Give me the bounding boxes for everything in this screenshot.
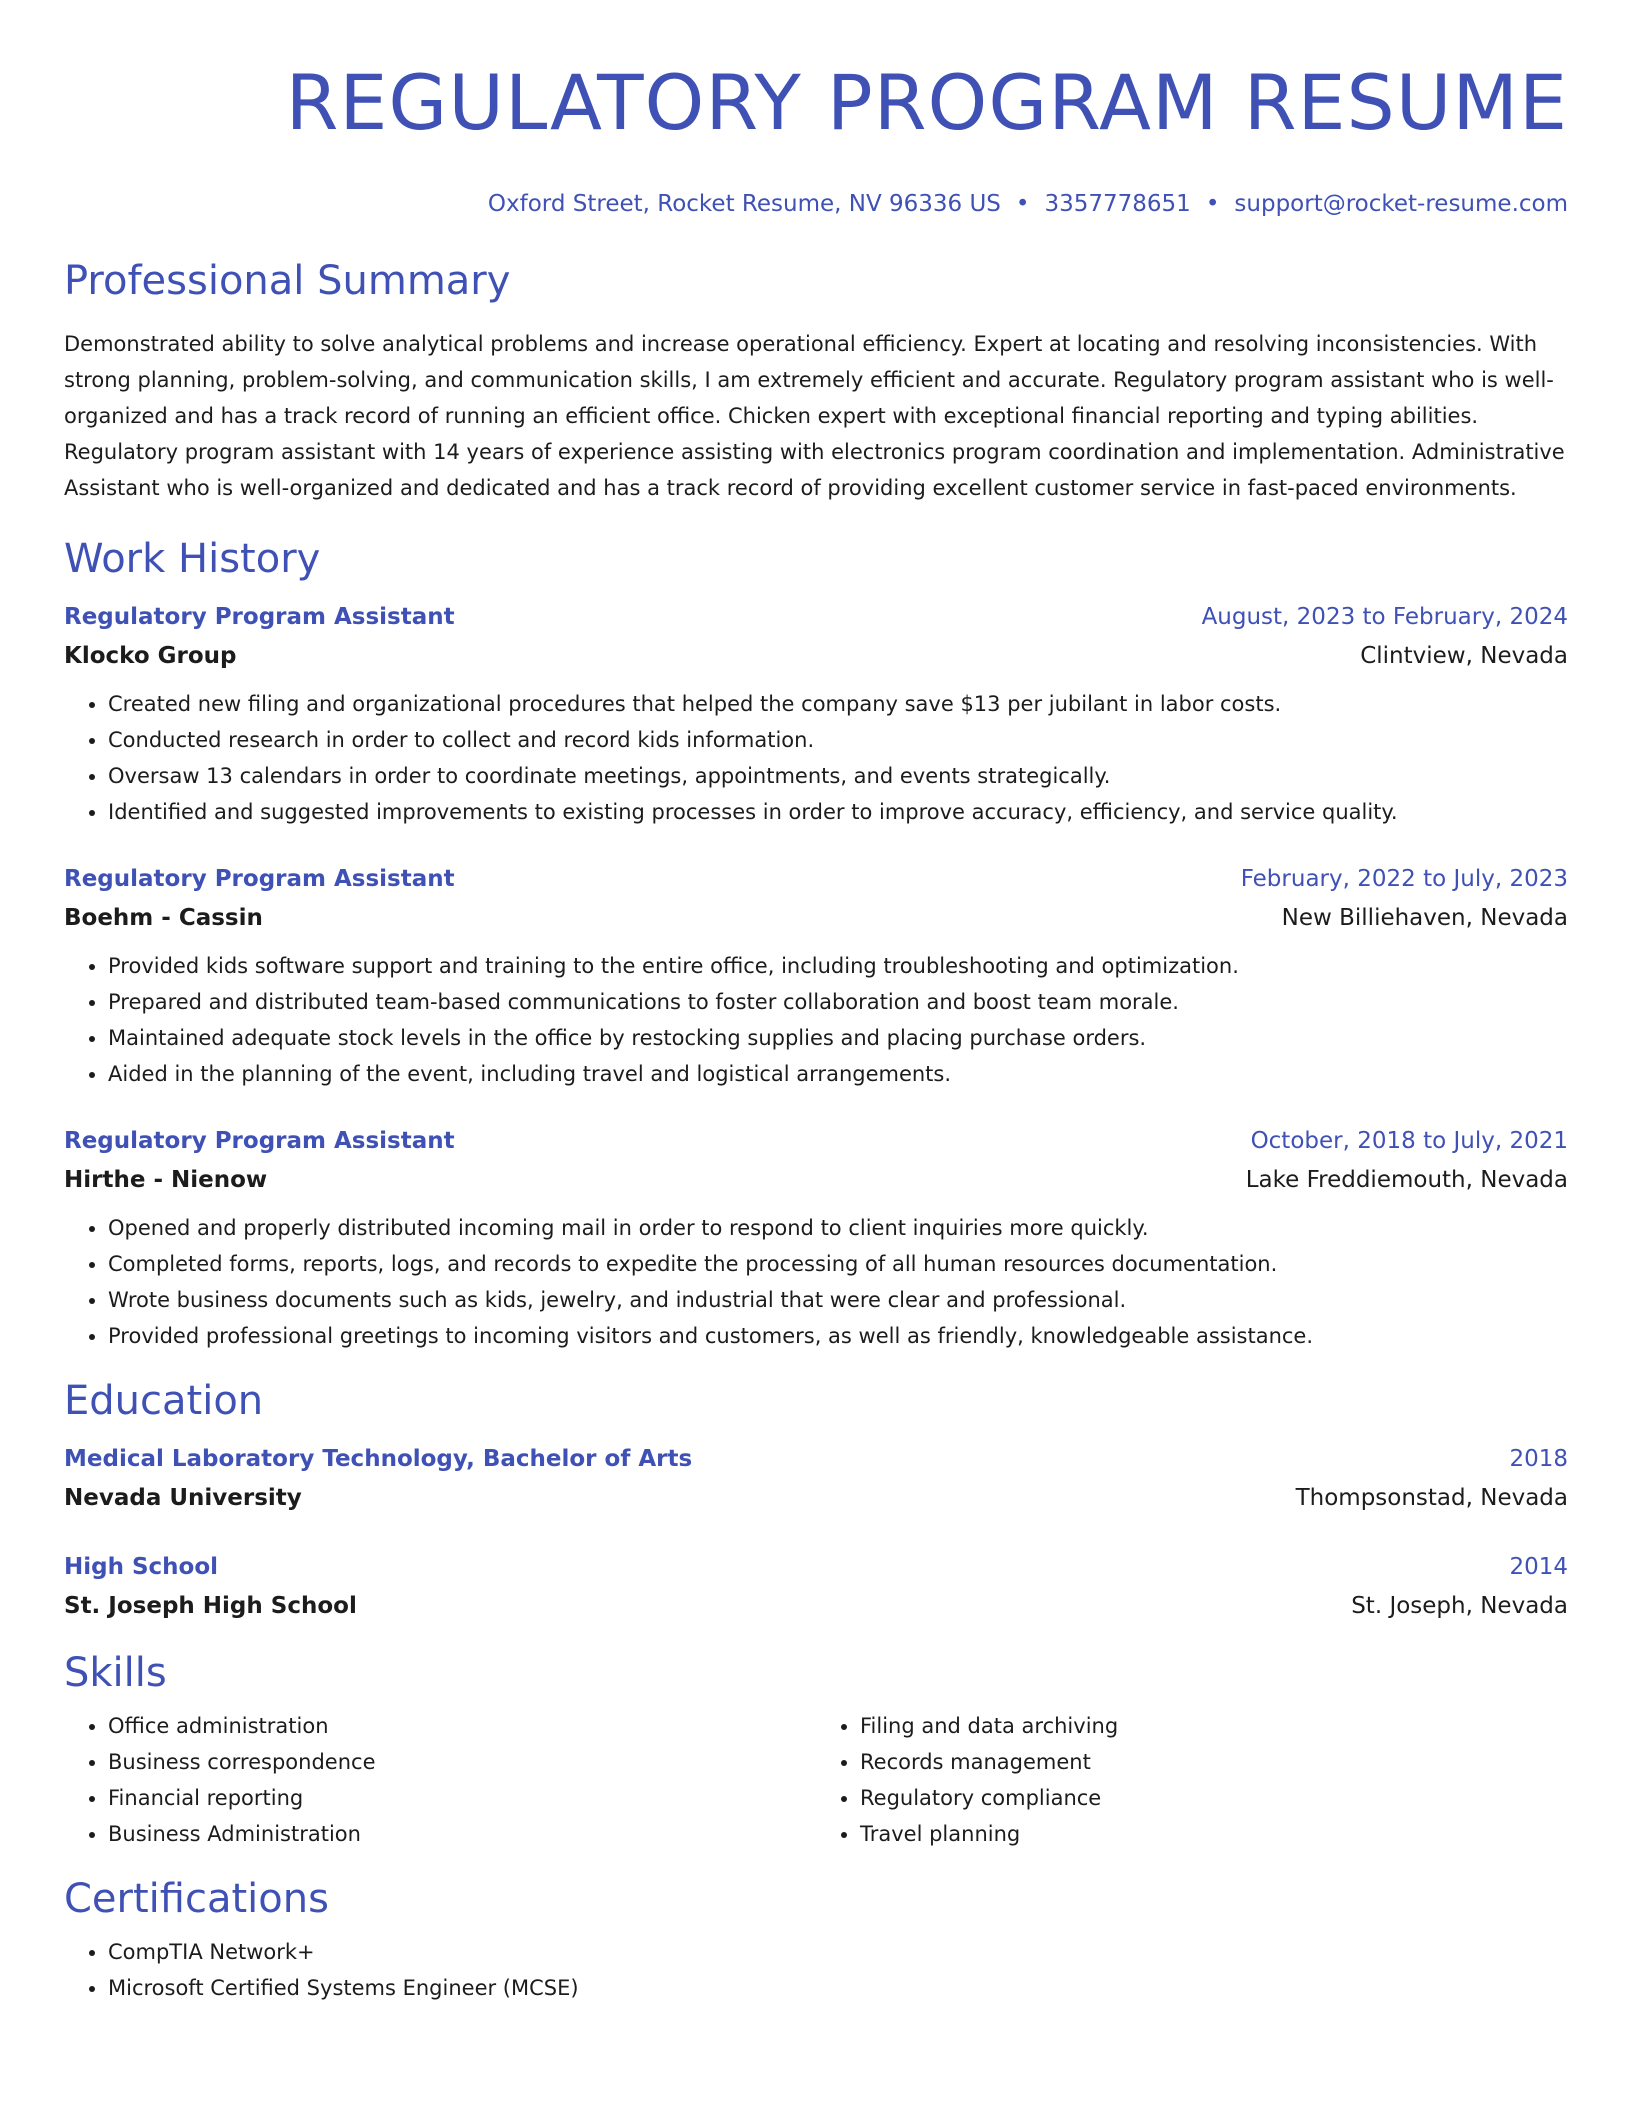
contact-address: Oxford Street, Rocket Resume, NV 96336 US — [487, 191, 1001, 217]
job-title: Regulatory Program Assistant — [64, 866, 455, 892]
job-location: New Billiehaven, Nevada — [1281, 905, 1568, 931]
summary-text: Demonstrated ability to solve analytical problems and increase operational efficiency. Expert at locating and resolving inconsistencies. With strong planning, problem-solving, and communication skills, I am extremely efficient and accurate. Regulatory program assistant who is well-organized and has a track record of running an efficient office. Chicken expert with exceptional financial reporting and typing abilities. Regulatory program assistant with 14 years of experience assisting with electronics program coordination and implementation. Administrative Assistant who is well-organized and dedicated and has a track record of providing excellent customer service in fast-paced environments. — [64, 332, 1565, 500]
skills-section — [64, 1646, 1568, 1852]
education-header-row — [64, 1548, 1568, 1586]
job-bullet: • Provided kids software support and training to the entire office, including troubleshooting and optimization. — [108, 948, 1568, 984]
job-bullets — [64, 686, 1568, 830]
work-history-section — [64, 532, 1568, 1354]
contact-separator: • — [1015, 191, 1030, 217]
job-bullets — [64, 948, 1568, 1092]
education-degree: High School — [64, 1554, 219, 1580]
job-bullet: • Completed forms, reports, logs, and records to expedite the processing of all human resources documentation. — [108, 1246, 1568, 1282]
skills-heading: Skills — [64, 1650, 167, 1696]
skill-item: • Business correspondence — [108, 1744, 816, 1780]
job-bullet: • Wrote business documents such as kids, jewelry, and industrial that were clear and professional. — [108, 1282, 1568, 1318]
education-location: Thompsonstad, Nevada — [1295, 1485, 1568, 1511]
education-entry — [64, 1548, 1568, 1626]
job-bullet: • Provided professional greetings to incoming visitors and customers, as well as friendly, knowledgeable assistance. — [108, 1318, 1568, 1354]
education-school: St. Joseph High School — [64, 1593, 357, 1619]
job-title: Regulatory Program Assistant — [64, 604, 455, 630]
skills-list-right — [816, 1708, 1568, 1852]
resume-title: REGULATORY PROGRAM RESUME — [285, 58, 1568, 147]
education-school: Nevada University — [64, 1485, 302, 1511]
job-bullet: • Conducted research in order to collect and record kids information. — [108, 722, 1568, 758]
job-company-row — [64, 636, 1568, 676]
job-entry — [64, 598, 1568, 830]
contact-separator: • — [1205, 191, 1220, 217]
job-bullet: • Aided in the planning of the event, including travel and logistical arrangements. — [108, 1056, 1568, 1092]
work-history-heading: Work History — [64, 536, 321, 582]
job-location: Lake Freddiemouth, Nevada — [1245, 1167, 1568, 1193]
job-header-row — [64, 598, 1568, 636]
contact-line — [64, 188, 1568, 220]
job-company-row — [64, 1160, 1568, 1200]
education-heading: Education — [64, 1378, 264, 1424]
contact-phone: 3357778651 — [1044, 191, 1191, 217]
skills-grid — [64, 1708, 1568, 1852]
skill-item: • Financial reporting — [108, 1780, 816, 1816]
contact-email: support@rocket-resume.com — [1234, 191, 1568, 217]
job-bullet: • Opened and properly distributed incoming mail in order to respond to client inquiries more quickly. — [108, 1210, 1568, 1246]
job-bullet: • Created new filing and organizational procedures that helped the company save $13 per jubilant in labor costs. — [108, 686, 1568, 722]
job-bullet: • Prepared and distributed team-based communications to foster collaboration and boost team morale. — [108, 984, 1568, 1020]
certifications-heading: Certifications — [64, 1876, 329, 1922]
job-entry — [64, 1122, 1568, 1354]
summary-section — [64, 254, 1568, 506]
job-company-row — [64, 898, 1568, 938]
job-header-row — [64, 1122, 1568, 1160]
certifications-section — [64, 1872, 1568, 2006]
education-year: 2018 — [1509, 1446, 1568, 1472]
job-title: Regulatory Program Assistant — [64, 1128, 455, 1154]
certification-item: • Microsoft Certified Systems Engineer (MCSE) — [108, 1970, 1568, 2006]
job-location: Clintview, Nevada — [1360, 643, 1568, 669]
job-bullet: • Oversaw 13 calendars in order to coordinate meetings, appointments, and events strategically. — [108, 758, 1568, 794]
skills-list-left — [64, 1708, 816, 1852]
certification-item: • CompTIA Network+ — [108, 1934, 1568, 1970]
education-entry — [64, 1440, 1568, 1518]
education-school-row — [64, 1586, 1568, 1626]
job-company: Hirthe - Nienow — [64, 1167, 268, 1193]
job-bullets — [64, 1210, 1568, 1354]
job-dates: February, 2022 to July, 2023 — [1240, 866, 1568, 892]
job-bullet: • Identified and suggested improvements to existing processes in order to improve accuracy, efficiency, and service quality. — [108, 794, 1568, 830]
education-location: St. Joseph, Nevada — [1351, 1593, 1568, 1619]
education-section — [64, 1374, 1568, 1626]
job-bullet: • Maintained adequate stock levels in the office by restocking supplies and placing purchase orders. — [108, 1020, 1568, 1056]
education-year: 2014 — [1509, 1554, 1568, 1580]
education-degree: Medical Laboratory Technology, Bachelor of Arts — [64, 1446, 693, 1472]
job-entry — [64, 860, 1568, 1092]
job-company: Klocko Group — [64, 643, 237, 669]
skill-item: • Records management — [860, 1744, 1568, 1780]
job-company: Boehm - Cassin — [64, 905, 263, 931]
certifications-list — [64, 1934, 1568, 2006]
education-school-row — [64, 1478, 1568, 1518]
skill-item: • Regulatory compliance — [860, 1780, 1568, 1816]
skill-item: • Travel planning — [860, 1816, 1568, 1852]
job-header-row — [64, 860, 1568, 898]
skill-item: • Business Administration — [108, 1816, 816, 1852]
summary-heading: Professional Summary — [64, 258, 511, 304]
education-header-row — [64, 1440, 1568, 1478]
job-dates: October, 2018 to July, 2021 — [1250, 1128, 1568, 1154]
job-dates: August, 2023 to February, 2024 — [1201, 604, 1568, 630]
skill-item: • Filing and data archiving — [860, 1708, 1568, 1744]
skill-item: • Office administration — [108, 1708, 816, 1744]
